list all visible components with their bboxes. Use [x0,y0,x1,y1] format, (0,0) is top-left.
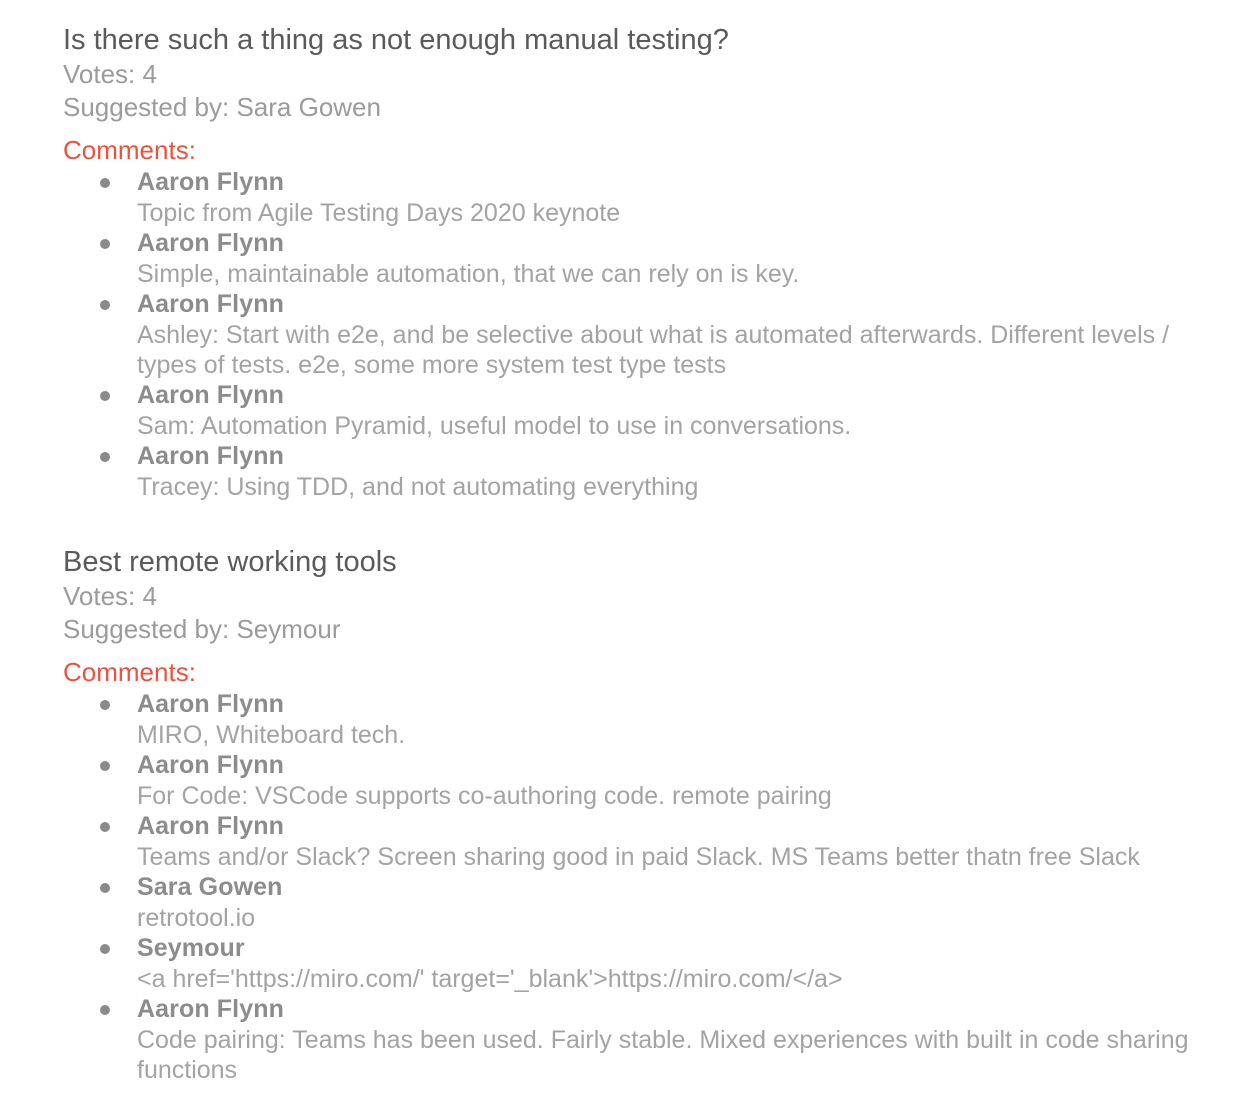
comment-text: Tracey: Using TDD, and not automating everything [137,473,699,501]
comment-item [63,933,1223,994]
comment-author: Aaron Flynn [137,442,284,470]
comment-author: Aaron Flynn [137,290,284,318]
comment-author: Aaron Flynn [137,168,284,196]
comment-item [63,441,1223,502]
topic-title: Best remote working tools [63,546,397,578]
comment-text: Code pairing: Teams has been used. Fairly stable. Mixed experiences with built in code sharing functions [137,1026,1189,1084]
bullet-icon [100,452,110,462]
comment-item [63,380,1223,441]
comments-heading: Comments: [63,657,196,687]
comment-item [63,228,1223,289]
comment-item [63,811,1223,872]
comment-author: Sara Gowen [137,873,283,901]
comment-item [63,750,1223,811]
bullet-icon [100,761,110,771]
topic-votes: Votes: 4 [63,581,157,611]
bullet-icon [100,822,110,832]
bullet-icon [100,391,110,401]
bullet-icon [100,239,110,249]
bullet-icon [100,178,110,188]
comment-text: retrotool.io [137,904,256,932]
topic-list [63,22,1223,1107]
comment-author: Aaron Flynn [137,751,284,779]
comment-author: Aaron Flynn [137,381,284,409]
comment-item [63,289,1223,380]
topic-card [63,22,1223,502]
comment-text: MIRO, Whiteboard tech. [137,721,406,749]
comment-author: Aaron Flynn [137,995,284,1023]
bullet-icon [100,1005,110,1015]
comment-author: Aaron Flynn [137,229,284,257]
comment-text: Simple, maintainable automation, that we can rely on is key. [137,260,800,288]
topic-suggested-by: Suggested by: Sara Gowen [63,92,381,122]
comment-text: Topic from Agile Testing Days 2020 keynote [137,199,621,227]
topic-title: Is there such a thing as not enough manual testing? [63,24,729,56]
comments-heading: Comments: [63,135,196,165]
comment-author: Aaron Flynn [137,812,284,840]
bullet-icon [100,300,110,310]
topic-votes: Votes: 4 [63,59,157,89]
comment-text: Sam: Automation Pyramid, useful model to use in conversations. [137,412,852,440]
comment-list [63,167,1223,502]
comment-item [63,167,1223,228]
comment-text: For Code: VSCode supports co-authoring code. remote pairing [137,782,832,810]
comment-list [63,689,1223,1085]
comment-item [63,872,1223,933]
topic-card [63,544,1223,1085]
comment-text: Teams and/or Slack? Screen sharing good in paid Slack. MS Teams better thatn free Slack [137,843,1140,871]
comment-text: Ashley: Start with e2e, and be selective about what is automated afterwards. Different levels / types of tests. e2e, some more system test type tests [137,321,1170,379]
bullet-icon [100,944,110,954]
topic-suggested-by: Suggested by: Seymour [63,614,341,644]
bullet-icon [100,700,110,710]
comment-author: Seymour [137,934,245,962]
comment-item [63,689,1223,750]
comment-item [63,994,1223,1085]
comment-author: Aaron Flynn [137,690,284,718]
comment-text: <a href='https://miro.com/' target='_blank'>https://miro.com/</a> [137,965,843,993]
bullet-icon [100,883,110,893]
